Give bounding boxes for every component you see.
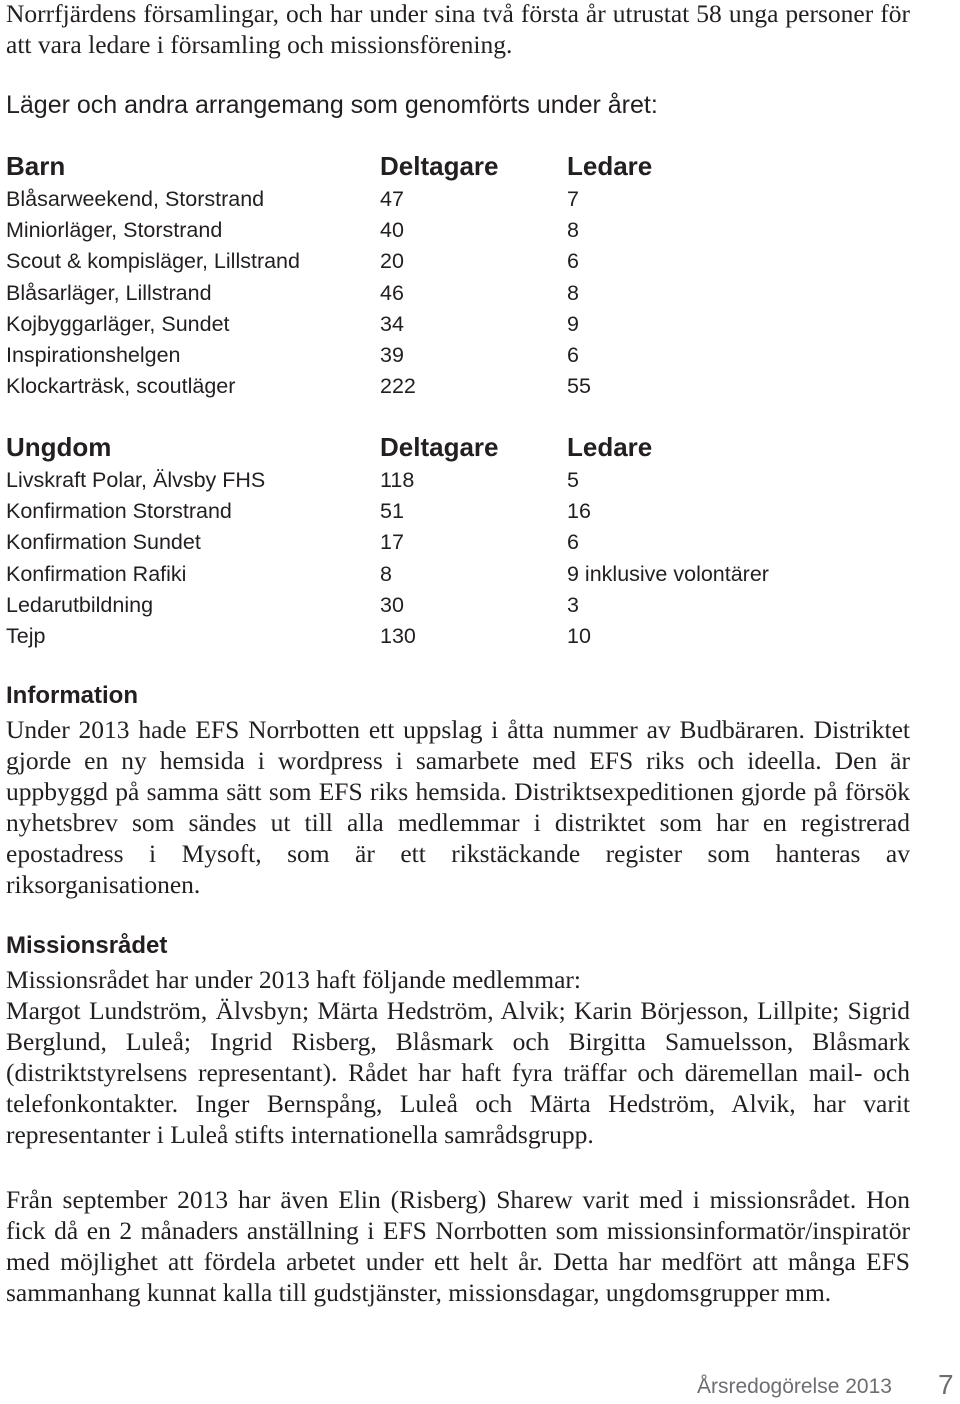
table-row <box>6 590 827 621</box>
row-deltagare: 46 <box>380 280 404 305</box>
row-name: Miniorläger, Storstrand <box>6 218 223 243</box>
information-heading: Information <box>6 682 138 709</box>
missionsradet-elin: Från september 2013 har även Elin (Risberg) Sharew varit med i missionsrådet. Hon fick då en 2 månaders anställning i EFS Norrbotten som missionsinformatör/inspiratör med möjlighet att fördela arbetet under ett helt år. Detta har medfört att många EFS sammanhang kunnat kalla till gudstjänster, missionsdagar, ungdomsgrupper mm. <box>6 1185 910 1307</box>
row-name: Kojbyggarläger, Sundet <box>6 311 230 336</box>
row-name: Klockarträsk, scoutläger <box>6 374 236 399</box>
ungdom-table <box>6 429 827 652</box>
table-row <box>6 309 827 340</box>
row-deltagare: 222 <box>380 374 416 399</box>
row-name: Scout & kompisläger, Lillstrand <box>6 249 300 274</box>
footer-title: Årsredogörelse 2013 <box>697 1375 892 1398</box>
row-ledare: 8 <box>567 280 579 305</box>
barn-header-category: Barn <box>6 150 66 181</box>
ungdom-header-category: Ungdom <box>6 431 112 462</box>
events-heading: Läger och andra arrangemang som genomförts under året: <box>6 91 658 119</box>
barn-header-row <box>6 148 827 184</box>
row-ledare: 8 <box>567 218 579 243</box>
row-deltagare: 8 <box>380 561 392 586</box>
ungdom-header-row <box>6 429 827 465</box>
table-row <box>6 215 827 246</box>
row-deltagare: 17 <box>380 530 404 555</box>
row-ledare: 6 <box>567 249 579 274</box>
missionsradet-heading: Missionsrådet <box>6 932 168 959</box>
row-ledare: 16 <box>567 499 591 524</box>
barn-header-deltagare: Deltagare <box>380 150 499 181</box>
row-name: Inspirationshelgen <box>6 343 181 368</box>
row-deltagare: 20 <box>380 249 404 274</box>
table-row <box>6 559 827 590</box>
missionsradet-intro: Missionsrådet har under 2013 haft följande medlemmar: <box>6 965 582 994</box>
row-name: Livskraft Polar, Älvsby FHS <box>6 468 266 493</box>
table-row <box>6 184 827 215</box>
table-row <box>6 621 827 652</box>
row-name: Ledarutbildning <box>6 592 154 617</box>
table-row <box>6 496 827 527</box>
row-name: Konfirmation Sundet <box>6 530 201 555</box>
row-ledare: 3 <box>567 592 579 617</box>
row-deltagare: 30 <box>380 592 404 617</box>
table-row <box>6 278 827 309</box>
row-ledare: 7 <box>567 187 579 212</box>
barn-table <box>6 148 827 402</box>
row-name: Blåsarläger, Lillstrand <box>6 280 212 305</box>
table-row <box>6 465 827 496</box>
row-ledare: 10 <box>567 624 591 649</box>
missionsradet-members: Margot Lundström, Älvsbyn; Märta Hedström, Alvik; Karin Börjesson, Lillpite; Sigrid Berglund, Luleå; Ingrid Risberg, Blåsmark och Birgitta Samuelsson, Blåsmark (distriktstyrelsens representant). Rådet har haft fyra träffar och däremellan mail- och telefonkontakter. Inger Bernspång, Luleå och Märta Hedström, Alvik, har varit representanter i Luleå stifts internationella samrådsgrupp. <box>6 996 910 1149</box>
row-name: Konfirmation Rafiki <box>6 561 187 586</box>
row-deltagare: 51 <box>380 499 404 524</box>
intro-paragraph: Norrfjärdens församlingar, och har under sina två första år utrustat 58 unga personer för att vara ledare i församling och missionsförening. <box>6 0 910 59</box>
ungdom-header-ledare: Ledare <box>567 431 653 462</box>
row-name: Konfirmation Storstrand <box>6 499 232 524</box>
ungdom-header-deltagare: Deltagare <box>380 431 499 462</box>
table-row <box>6 246 827 277</box>
row-deltagare: 47 <box>380 187 404 212</box>
page-number: 7 <box>938 1369 954 1400</box>
table-row <box>6 340 827 371</box>
row-deltagare: 34 <box>380 311 404 336</box>
row-deltagare: 39 <box>380 343 404 368</box>
information-paragraph: Under 2013 hade EFS Norrbotten ett uppslag i åtta nummer av Budbäraren. Distriktet gjorde en ny hemsida i wordpress i samarbete med EFS riks och ideella. Den är uppbyggd på samma sätt som EFS riks hemsida. Distriktsexpeditionen gjorde på försök nyhetsbrev som sändes ut till alla medlemmar i distriktet som har en registrerad epostadress i Mysoft, som är ett rikstäckande register som hanteras av riksorganisationen. <box>6 715 910 899</box>
row-ledare: 9 inklusive volontärer <box>567 561 769 586</box>
row-ledare: 55 <box>567 374 591 399</box>
row-ledare: 6 <box>567 343 579 368</box>
row-name: Blåsarweekend, Storstrand <box>6 187 265 212</box>
row-name: Tejp <box>6 624 46 649</box>
table-row <box>6 527 827 558</box>
row-ledare: 6 <box>567 530 579 555</box>
row-deltagare: 118 <box>380 468 415 493</box>
row-ledare: 5 <box>567 468 579 493</box>
table-row <box>6 371 827 402</box>
row-deltagare: 40 <box>380 218 404 243</box>
row-ledare: 9 <box>567 311 579 336</box>
row-deltagare: 130 <box>380 624 416 649</box>
barn-header-ledare: Ledare <box>567 150 653 181</box>
